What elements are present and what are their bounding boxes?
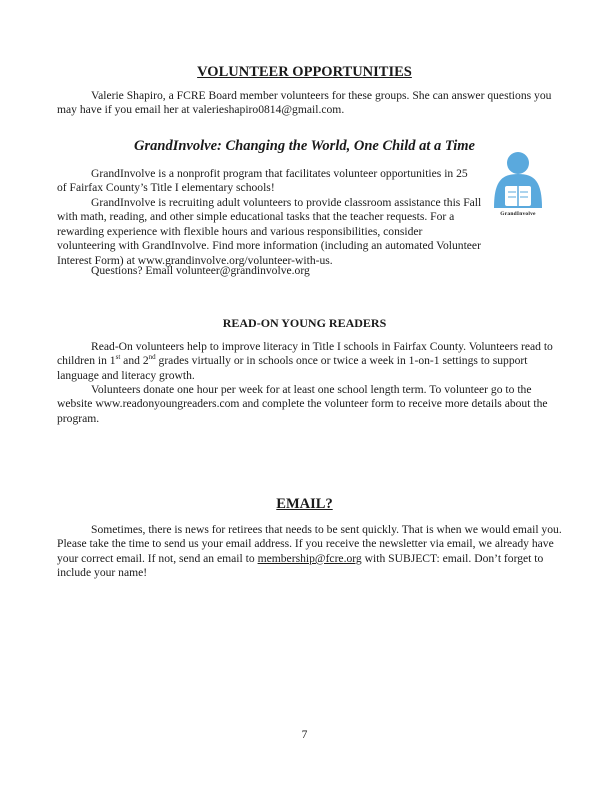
grandinvolve-logo-label: GrandInvolve (500, 211, 536, 217)
grandinvolve-subheading: GrandInvolve: Changing the World, One Child at a Time (134, 138, 475, 154)
email-text-a: Sometimes, there is news for retirees that needs to be sent quickly. That is when we would email you. Please take the time to send us your email address. If you receive the newsletter via email, we already have your correct email. If not, send an email to (57, 523, 562, 565)
email-heading: EMAIL? (276, 496, 333, 512)
read-on-text-b: and 2 (120, 354, 149, 368)
volunteer-intro-paragraph: Valerie Shapiro, a FCRE Board member volunteers for these groups. She can answer questions you may have if you email her at valerieshapiro0814@gmail.com. (57, 89, 552, 117)
grandinvolve-paragraph-3: Questions? Email volunteer@grandinvolve.org (91, 264, 310, 277)
grandinvolve-paragraph-1: GrandInvolve is a nonprofit program that facilitates volunteer opportunities in 25 of Fairfax County’s Title I elementary schools! (57, 167, 468, 195)
read-on-paragraph-1 (57, 340, 562, 383)
membership-email-link[interactable]: membership@fcre.org (257, 551, 362, 565)
read-on-sup-st: st (115, 353, 121, 362)
volunteer-opportunities-heading: VOLUNTEER OPPORTUNITIES (197, 64, 412, 80)
page-number: 7 (301, 729, 308, 741)
read-on-sup-nd: nd (148, 353, 156, 362)
read-on-paragraph-2: Volunteers donate one hour per week for at least one school length term. To volunteer go to the website www.readonyoungreaders.com and complete the volunteer form to receive more details about the program. (57, 383, 548, 425)
read-on-heading: READ-ON YOUNG READERS (222, 316, 387, 330)
grandinvolve-paragraph-2: GrandInvolve is recruiting adult volunteers to provide classroom assistance this Fall with math, reading, and other simple educational tasks that the teacher requests. For a rewarding experience with flexible hours and various responsibilities, consider volunteering with GrandInvolve. Find more information (including an automated Volunteer Interest Form) at www.grandinvolve.org/volunteer-with-us. (57, 196, 482, 267)
email-paragraph (57, 523, 562, 581)
read-on-text-c: grades virtually or in schools once or twice a week in 1-on-1 settings to support language and literacy growth. (57, 354, 528, 382)
email-text-b: with SUBJECT: email. Don’t forget to include your name! (57, 551, 544, 580)
read-on-text-a: Read-On volunteers help to improve literacy in Title I schools in Fairfax County. Volunteers read to children in 1 (57, 340, 553, 368)
